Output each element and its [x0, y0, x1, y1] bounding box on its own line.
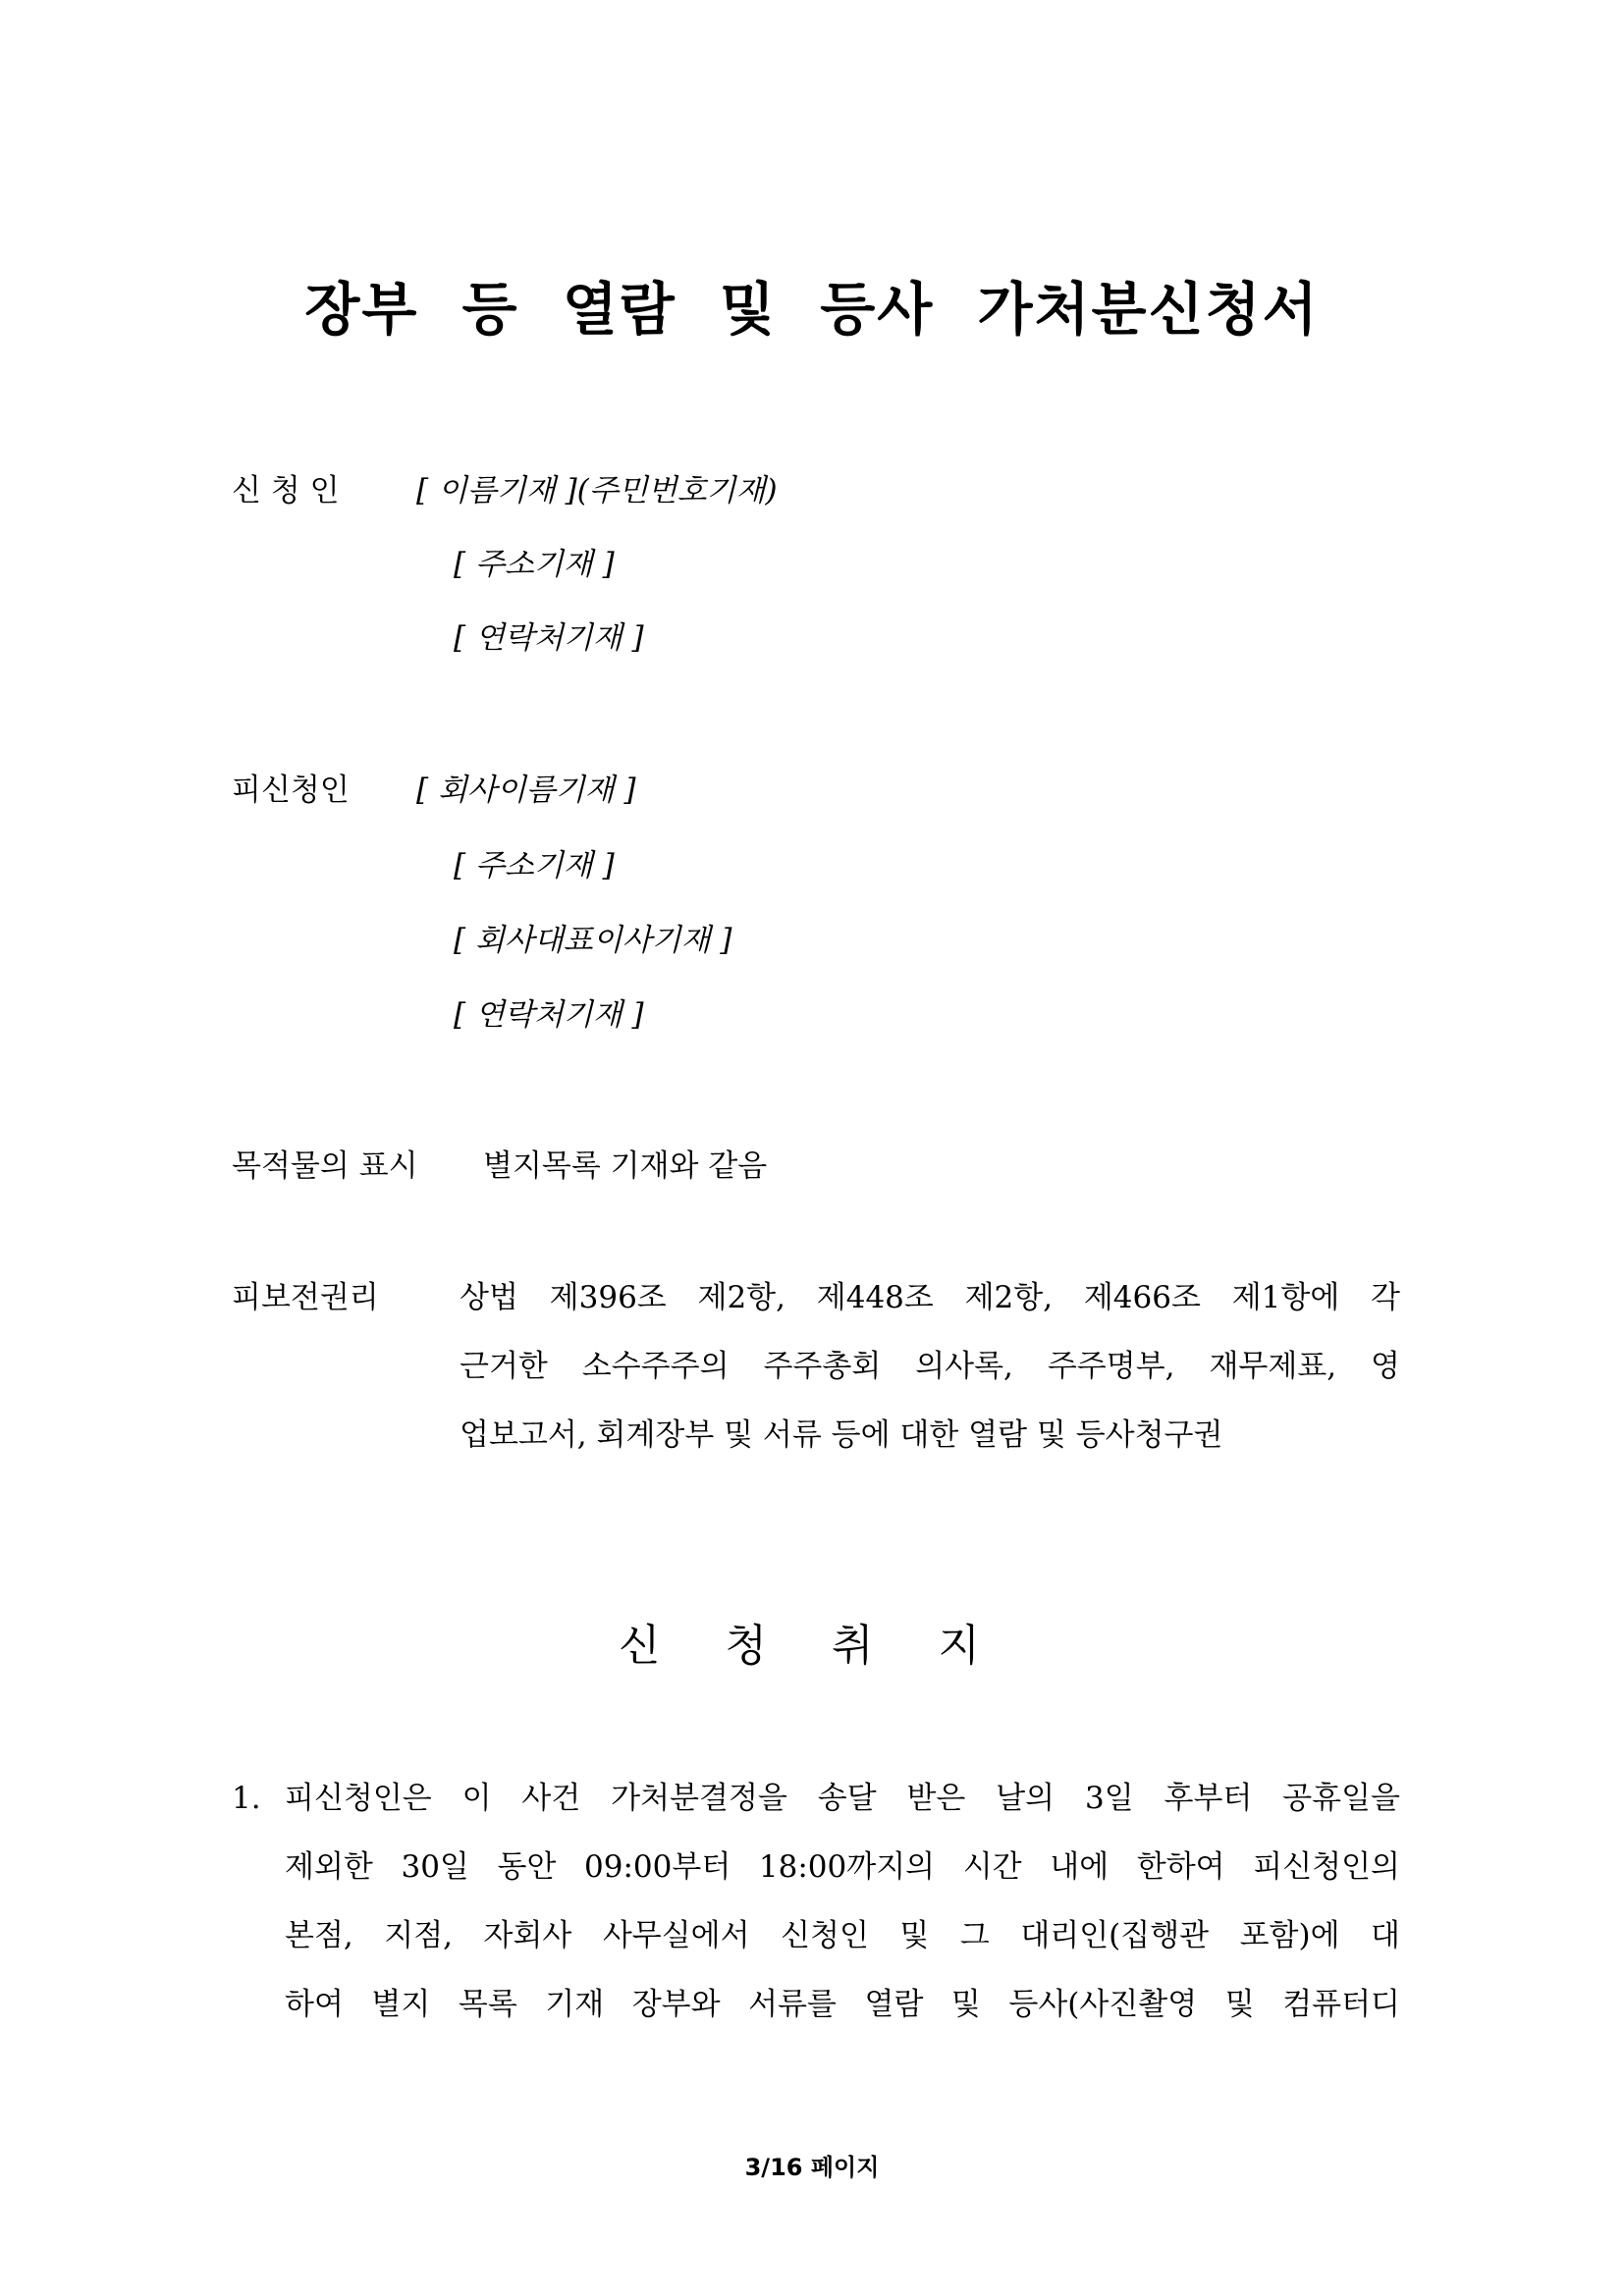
paragraph-line: 본점, 지점, 자회사 사무실에서 신청인 및 그 대리인(집행관 포함)에 대: [285, 1918, 1400, 1953]
protected-right-line: 근거한 소수주주의 주주총회 의사록, 주주명부, 재무제표, 영: [460, 1349, 1400, 1384]
section-title: 신 청 취 지: [619, 1621, 1005, 1671]
document-title: 장부 등 열람 및 등사 가처분신청서: [304, 276, 1320, 343]
protected-right-line: 상법 제396조 제2항, 제448조 제2항, 제466조 제1항에 각: [460, 1280, 1400, 1315]
subject-label: 목적물의 표시: [232, 1148, 418, 1184]
subject-value: 별지목록 기재와 같음: [483, 1148, 768, 1184]
protected-right-line: 업보고서, 회계장부 및 서류 등에 대한 열람 및 등사청구권: [460, 1417, 1223, 1453]
respondent-address-field: [ 주소기재 ]: [454, 848, 615, 883]
page-number-footer: 3/16 페이지: [744, 2154, 880, 2181]
applicant-contact-field: [ 연락처기재 ]: [454, 620, 644, 656]
respondent-representative-field: [ 회사대표이사기재 ]: [454, 923, 732, 958]
paragraph-line: 피신청인은 이 사건 가처분결정을 송달 받은 날의 3일 후부터 공휴일을: [285, 1781, 1400, 1816]
paragraph-line: 제외한 30일 동안 09:00부터 18:00까지의 시간 내에 한하여 피신청인의: [285, 1849, 1400, 1885]
paragraph-line: 하여 별지 목록 기재 장부와 서류를 열람 및 등사(사진촬영 및 컴퓨터디: [285, 1987, 1400, 2022]
paragraph-number: 1.: [232, 1781, 261, 1816]
applicant-address-field: [ 주소기재 ]: [454, 547, 615, 582]
respondent-label: 피신청인: [232, 773, 350, 808]
respondent-contact-field: [ 연락처기재 ]: [454, 997, 644, 1033]
protected-right-label: 피보전권리: [232, 1280, 379, 1315]
respondent-company-field: [ 회사이름기재 ]: [416, 773, 636, 808]
applicant-label: 신 청 인: [232, 473, 340, 508]
applicant-name-field: [ 이름기재 ](주민번호기재): [416, 473, 778, 508]
